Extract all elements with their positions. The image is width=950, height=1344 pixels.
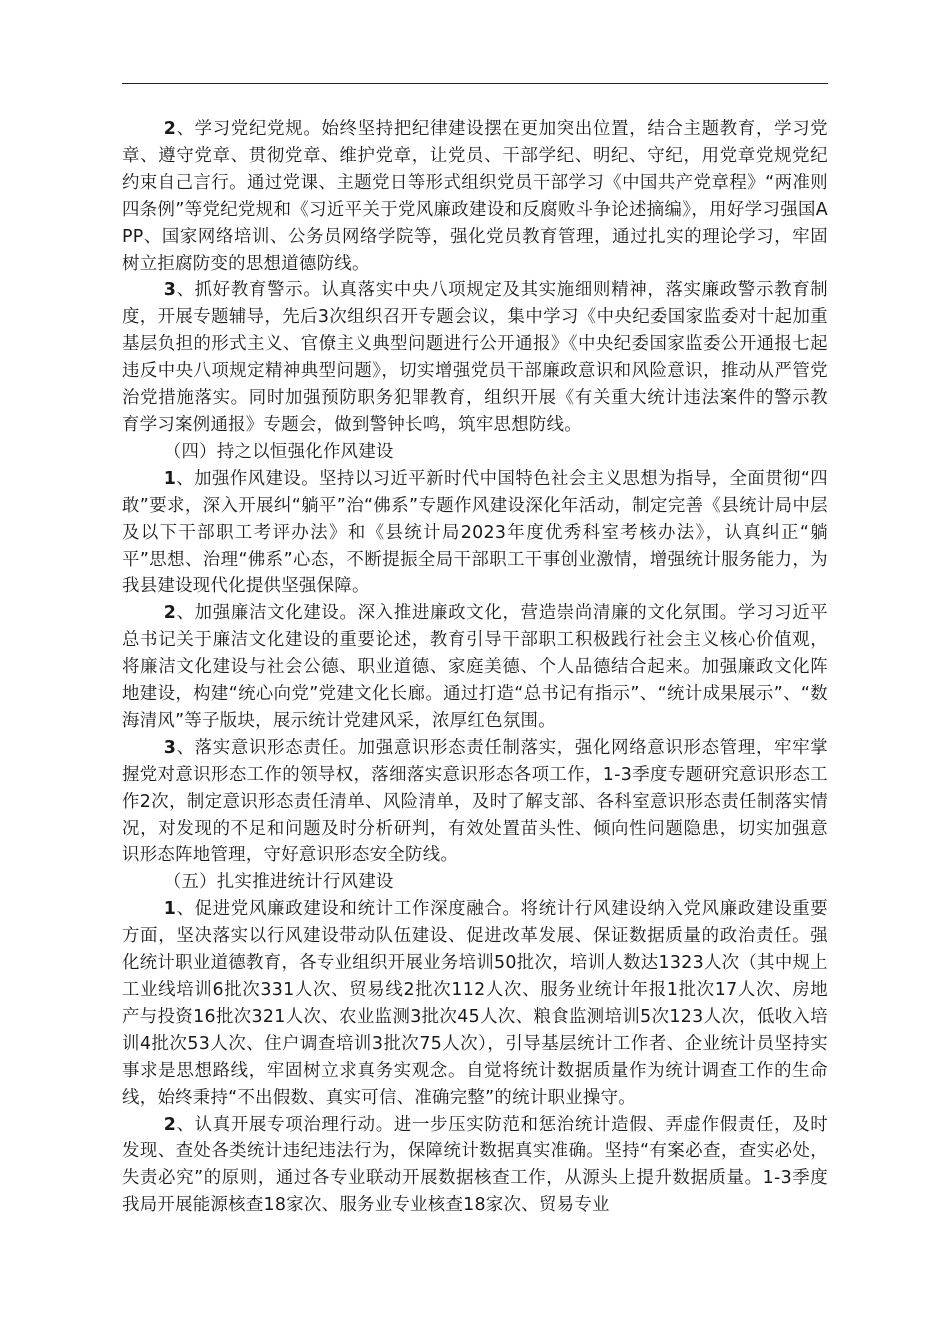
item-number: 3 — [163, 280, 177, 301]
paragraph-work-style — [122, 466, 828, 601]
paragraph-text: 、加强廉洁文化建设。深入推进廉政文化，营造崇尚清廉的文化氛围。学习习近平总书记关于廉洁文化建设的重要论述，教育引导干部职工积极践行社会主义核心价值观，将廉洁文化建设与社会公德、职业道德、家庭美德、个人品德结合起来。加强廉政文化阵地建设，构建“统心向党”党建文化长廊。通过打造“总书记有指示”、“统计成果展示”、“数海清风”等子版块，展示统计党建风采，浓厚红色氛围。 — [122, 603, 828, 731]
item-number: 1 — [163, 899, 177, 920]
paragraph-text: 、促进党风廉政建设和统计工作深度融合。将统计行风建设纳入党风廉政建设重要方面，坚决落实以行风建设带动队伍建设、促进改革发展、保证数据质量的政治责任。强化统计职业道德教育，各专业组织开展业务培训50批次，培训人数达1323人次（其中规上工业线培训6批次331人次、贸易线2批次112人次、服务业统计年报1批次17人次、房地产与投资16批次321人次、农业监测3批次45人次、粮食监测培训5次123人次，低收入培训4批次53人次、住户调查培训3批次75人次），引导基层统计工作者、企业统计员坚持实事求是思想路线，牢固树立求真务实观念。自觉将统计数据质量作为统计调查工作的生命线，始终秉持“不出假数、真实可信、准确完整”的统计职业操守。 — [122, 899, 828, 1108]
item-number: 2 — [163, 119, 177, 139]
paragraph-study-party-discipline — [122, 116, 828, 277]
item-number: 2 — [163, 603, 177, 624]
item-number: 2 — [163, 1114, 177, 1135]
item-number: 3 — [163, 737, 177, 758]
item-number: 1 — [163, 468, 177, 489]
section-heading-5: （五）扎实推进统计行风建设 — [163, 872, 394, 893]
paragraph-text: 、加强作风建设。坚持以习近平新时代中国特色社会主义思想为指导，全面贯彻“四敢”要求，深入开展纠“躺平”治“佛系”专题作风建设深化年活动，制定完善《县统计局中层及以下干部职工考评办法》和《县统计局2023年度优秀科室考核办法》，认真纠正“躺平”思想、治理“佛系”心态，不断提振全局干部职工干事创业激情，增强统计服务能力，为我县建设现代化提供坚强保障。 — [122, 468, 828, 597]
paragraph-text: 、学习党纪党规。始终坚持把纪律建设摆在更加突出位置，结合主题教育，学习党章、遵守党章、贯彻党章、维护党章，让党员、干部学纪、明纪、守纪，用党章党规党纪约束自己言行。通过党课、主题党日等形式组织党员干部学习《中国共产党章程》“两准则四条例”等党纪党规和《习近平关于党风廉政建设和反腐败斗争论述摘编》，用好学习强国APP、国家网络培训、公务员网络学院等，强化党员教育管理，通过扎实的理论学习，牢固树立拒腐防变的思想道德防线。 — [122, 119, 828, 274]
paragraph-text: 、认真开展专项治理行动。进一步压实防范和惩治统计造假、弄虚作假责任，及时发现、查处各类统计违纪违法行为，保障统计数据真实准确。坚持“有案必查，查实必处，失责必究”的原则，通过各专业联动开展数据核查工作，从源头上提升数据质量。1-3季度我局开展能源核查18家次、服务业专业核查18家次、贸易专业 — [122, 1114, 828, 1216]
paragraph-warning-education — [122, 277, 828, 438]
header-rule — [122, 83, 828, 84]
paragraph-special-governance — [122, 1112, 828, 1220]
paragraph-ideology-responsibility — [122, 735, 828, 870]
paragraph-integration — [122, 896, 828, 1111]
paragraph-text: 、抓好教育警示。认真落实中央八项规定及其实施细则精神，落实廉政警示教育制度，开展专题辅导，先后3次组织召开专题会议，集中学习《中央纪委国家监委对十起加重基层负担的形式主义、官僚主义典型问题进行公开通报》《中央纪委国家监委公开通报七起违反中央八项规定精神典型问题》，切实增强党员干部廉政意识和风险意识，推动从严管党治党措施落实。同时加强预防职务犯罪教育，组织开展《有关重大统计违法案件的警示教育学习案例通报》专题会，做到警钟长鸣，筑牢思想防线。 — [122, 280, 828, 435]
section-heading-4: （四）持之以恒强化作风建设 — [163, 441, 394, 462]
paragraph-text: 、落实意识形态责任。加强意识形态责任制落实，强化网络意识形态管理，牢牢掌握党对意识形态工作的领导权，落细落实意识形态各项工作，1-3季度专题研究意识形态工作2次，制定意识形态责任清单、风险清单，及时了解支部、各科室意识形态责任制落实情况，对发现的不足和问题及时分析研判，有效处置苗头性、倾向性问题隐患，切实加强意识形态阵地管理，守好意识形态安全防线。 — [122, 737, 828, 866]
paragraph-clean-culture — [122, 600, 828, 735]
document-body — [122, 116, 828, 1219]
